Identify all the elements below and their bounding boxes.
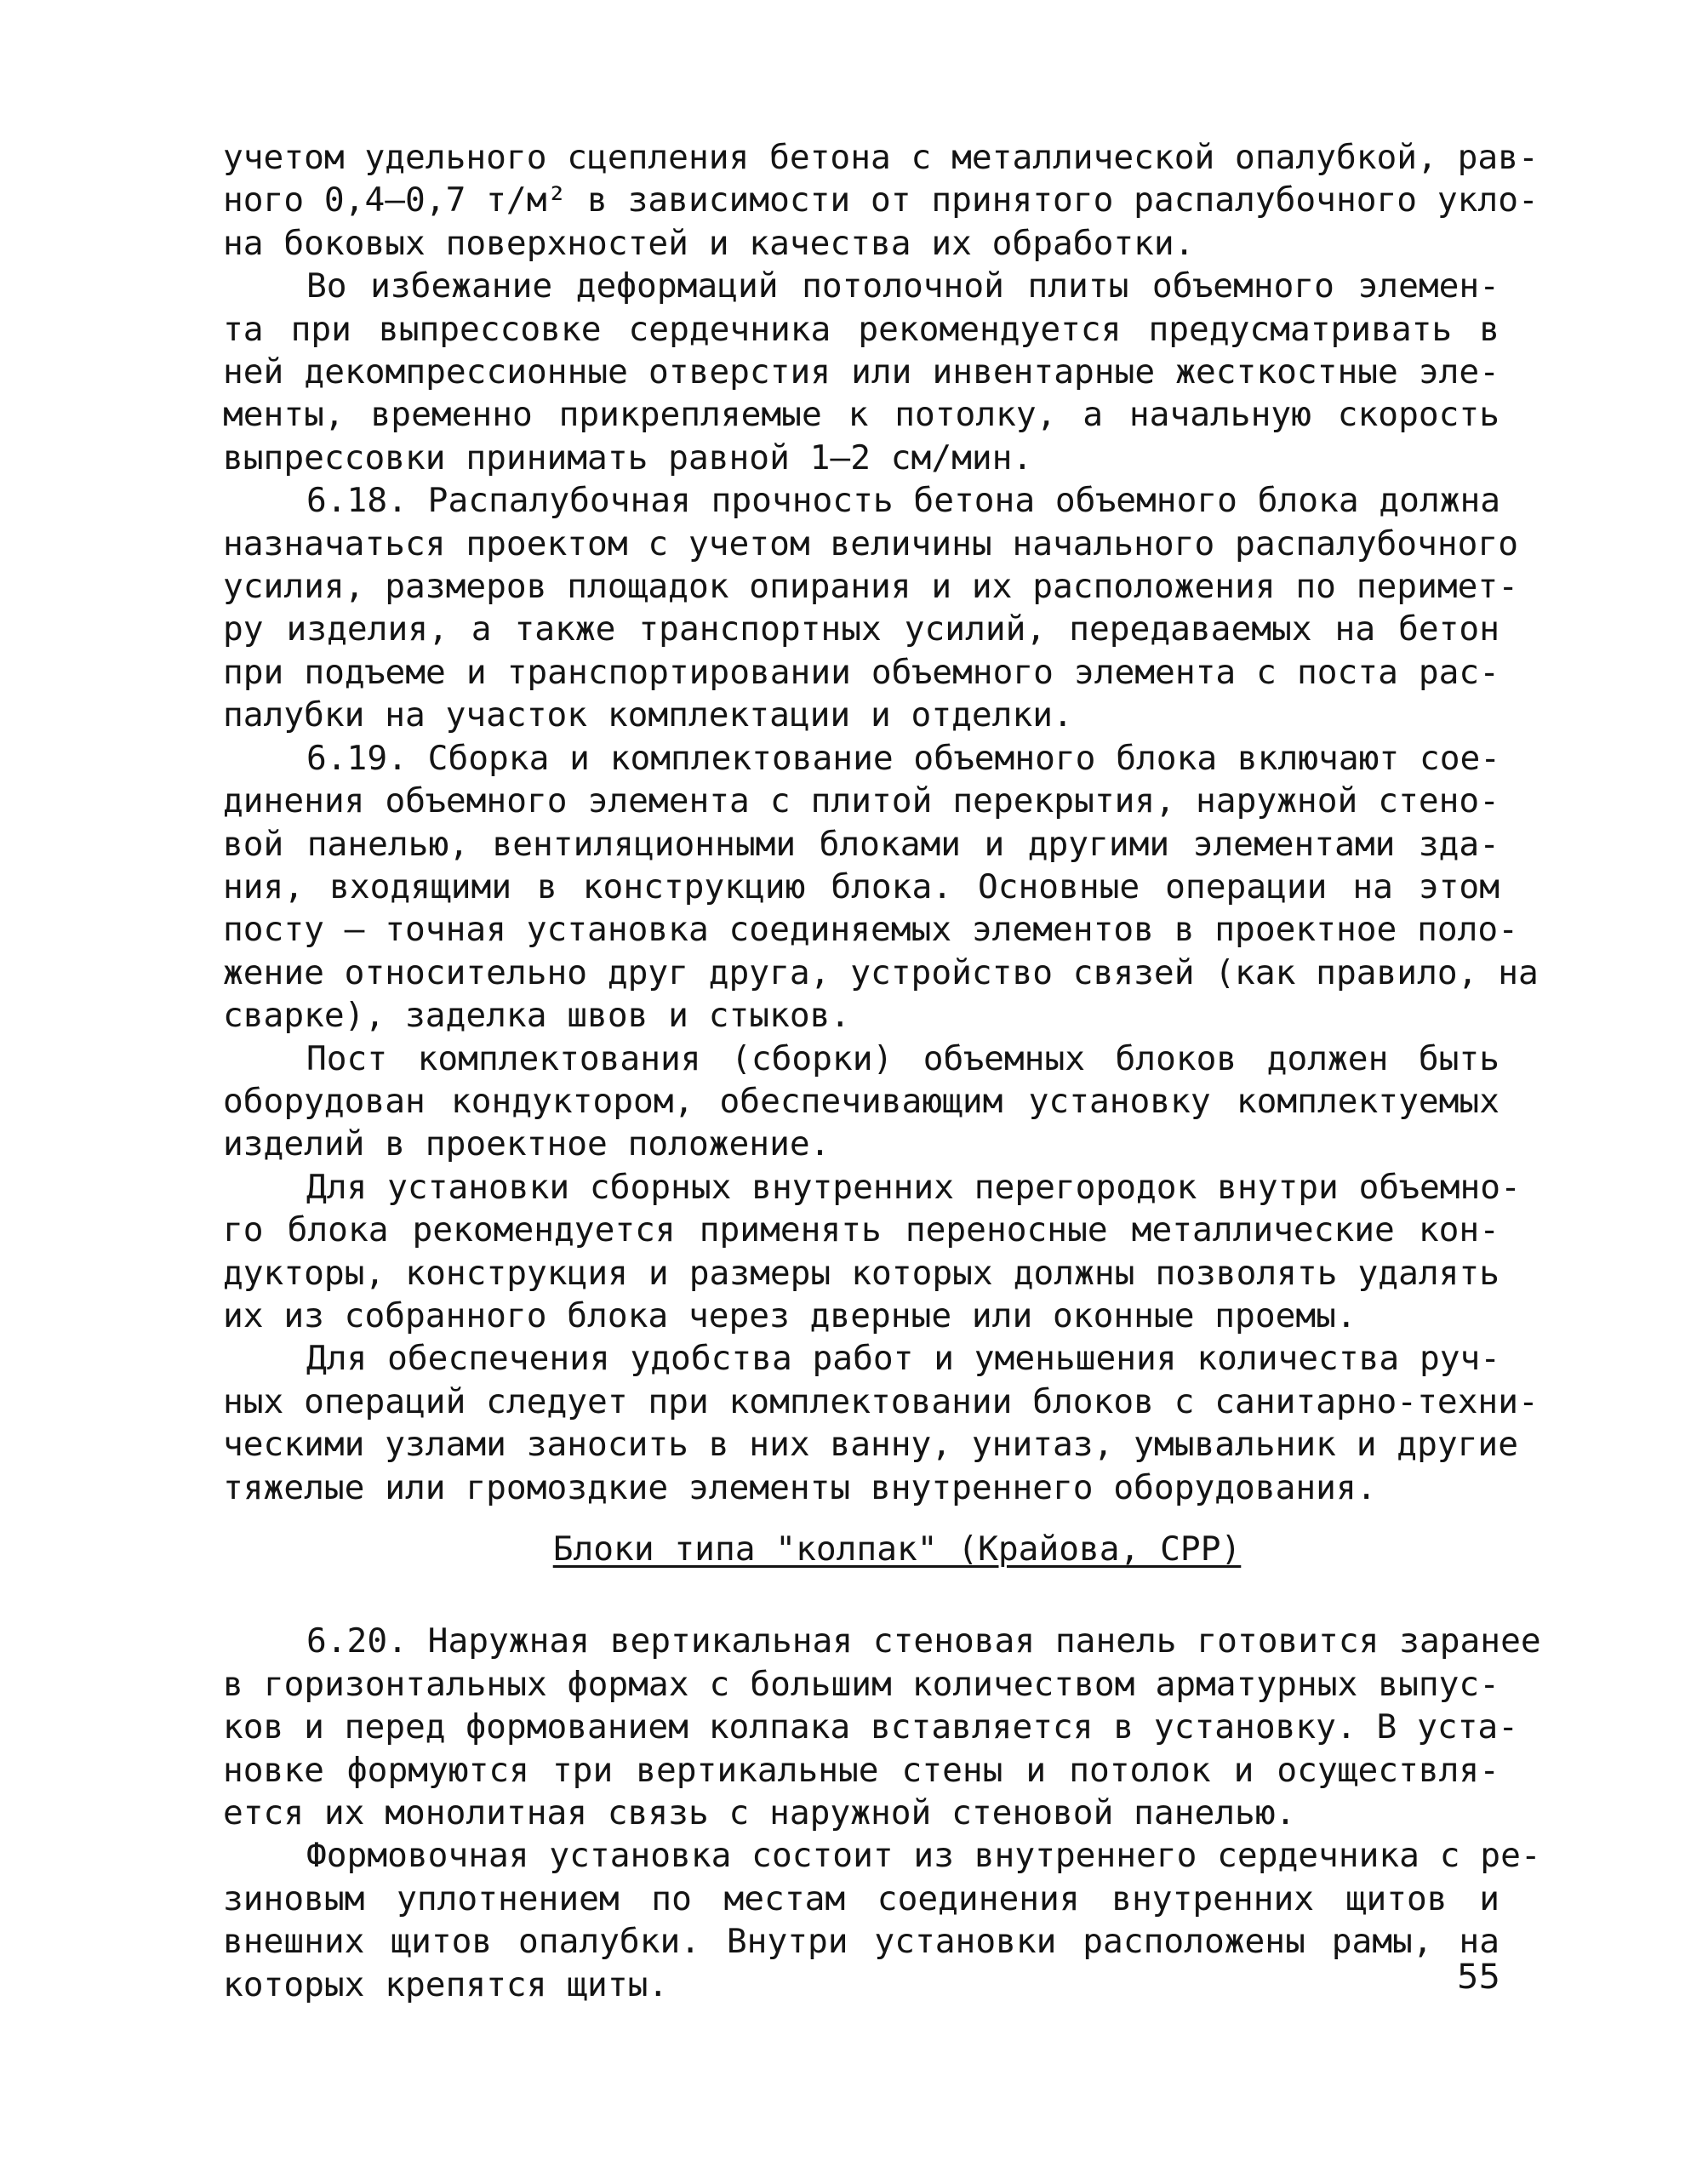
text-line: Во избежание деформаций потолочной плиты объемного элемен- [306, 266, 1499, 306]
text-line: Для установки сборных внутренних перегородок внутри объемно- [306, 1167, 1521, 1207]
text-line: оборудован кондуктором, обеспечивающим установку комплектуемых [223, 1081, 1499, 1121]
text-line: Формовочная установка состоит из внутреннего сердечника с ре- [306, 1836, 1541, 1876]
text-line: внешних щитов опалубки. Внутри установки расположены рамы, на [223, 1922, 1499, 1962]
text-line: 6.18. Распалубочная прочность бетона объемного блока должна [306, 481, 1501, 521]
section-heading [223, 1528, 1499, 1570]
text-line: палубки на участок комплектации и отделки. [223, 695, 1073, 735]
paragraph-6-20 [223, 1620, 1541, 1834]
text-line: тяжелые или громоздкие элементы внутреннего оборудования. [223, 1467, 1377, 1507]
paragraph-6-18 [223, 479, 1518, 736]
text-line: менты, временно прикрепляемые к потолку, а начальную скорость [223, 395, 1499, 435]
text-line: го блока рекомендуется применять переносные металлические кон- [223, 1210, 1499, 1250]
paragraph-forming-setup [223, 1834, 1541, 2006]
text-line: при подъеме и транспортировании объемного элемента с поста рас- [223, 652, 1499, 692]
text-line: их из собранного блока через дверные или оконные проемы. [223, 1295, 1357, 1335]
text-line: ния, входящими в конструкцию блока. Основные операции на этом [223, 866, 1499, 906]
text-line: усилия, размеров площадок опирания и их расположения по перимет- [223, 567, 1518, 607]
text-line: ется их монолитная связь с наружной стеновой панелью. [223, 1793, 1296, 1833]
text-line: ней декомпрессионные отверстия или инвентарные жесткостные эле- [223, 352, 1499, 392]
text-line: на боковых поверхностей и качества их обработки. [223, 223, 1195, 263]
text-line: ру изделия, а также транспортных усилий, передаваемых на бетон [223, 609, 1499, 649]
text-line: новке формуются три вертикальные стены и потолок и осуществля- [223, 1750, 1499, 1790]
text-line: изделий в проектное положение. [223, 1124, 831, 1164]
text-line: в горизонтальных формах с большим количеством арматурных выпус- [223, 1664, 1499, 1704]
text-line: ных операций следует при комплектовании блоков с санитарно-техни- [223, 1381, 1539, 1421]
text-line: Пост комплектования (сборки) объемных блоков должен быть [306, 1038, 1499, 1078]
text-line: сварке), заделка швов и стыков. [223, 996, 851, 1036]
text-line: динения объемного элемента с плитой перекрытия, наружной стено- [223, 781, 1499, 821]
paragraph-convenience [223, 1337, 1539, 1509]
text-line: та при выпрессовке сердечника рекомендуется предусматривать в [223, 309, 1499, 349]
text-line: ческими узлами заносить в них ванну, унитаз, умывальник и другие [223, 1425, 1518, 1465]
text-line: ного 0,4–0,7 т/м² в зависимости от принятого распалубочного укло- [223, 180, 1539, 220]
text-line: Для обеспечения удобства работ и уменьшения количества руч- [306, 1339, 1501, 1379]
text-line: дукторы, конструкция и размеры которых должны позволять удалять [223, 1253, 1499, 1293]
text-line: назначаться проектом с учетом величины начального распалубочного [223, 523, 1518, 563]
paragraph-partitions [223, 1166, 1521, 1338]
text-line: выпрессовки принимать равной 1–2 см/мин. [223, 437, 1033, 477]
text-line: вой панелью, вентиляционными блоками и другими элементами зда- [223, 824, 1499, 864]
section-heading-text: Блоки типа "колпак" (Крайова, СРР) [552, 1529, 1242, 1569]
paragraph-continuation [223, 136, 1539, 265]
text-line: жение относительно друг друга, устройство связей (как правило, на [223, 952, 1539, 992]
paragraph-assembly-post [223, 1038, 1499, 1166]
paragraph-deformation [223, 265, 1499, 479]
text-line: посту – точная установка соединяемых элементов в проектное поло- [223, 910, 1518, 950]
text-line: зиновым уплотнением по местам соединения внутренних щитов и [223, 1878, 1499, 1918]
page-number: 55 [1457, 1958, 1500, 1997]
text-line: учетом удельного сцепления бетона с металлической опалубкой, рав- [223, 138, 1539, 177]
text-line: которых крепятся щиты. [223, 1964, 669, 2004]
paragraph-6-19 [223, 737, 1539, 1038]
text-line: 6.19. Сборка и комплектование объемного блока включают сое- [306, 738, 1501, 778]
text-line: 6.20. Наружная вертикальная стеновая панель готовится заранее [306, 1621, 1541, 1661]
text-line: ков и перед формованием колпака вставляется в установку. В уста- [223, 1707, 1518, 1747]
document-page [223, 136, 1541, 2006]
